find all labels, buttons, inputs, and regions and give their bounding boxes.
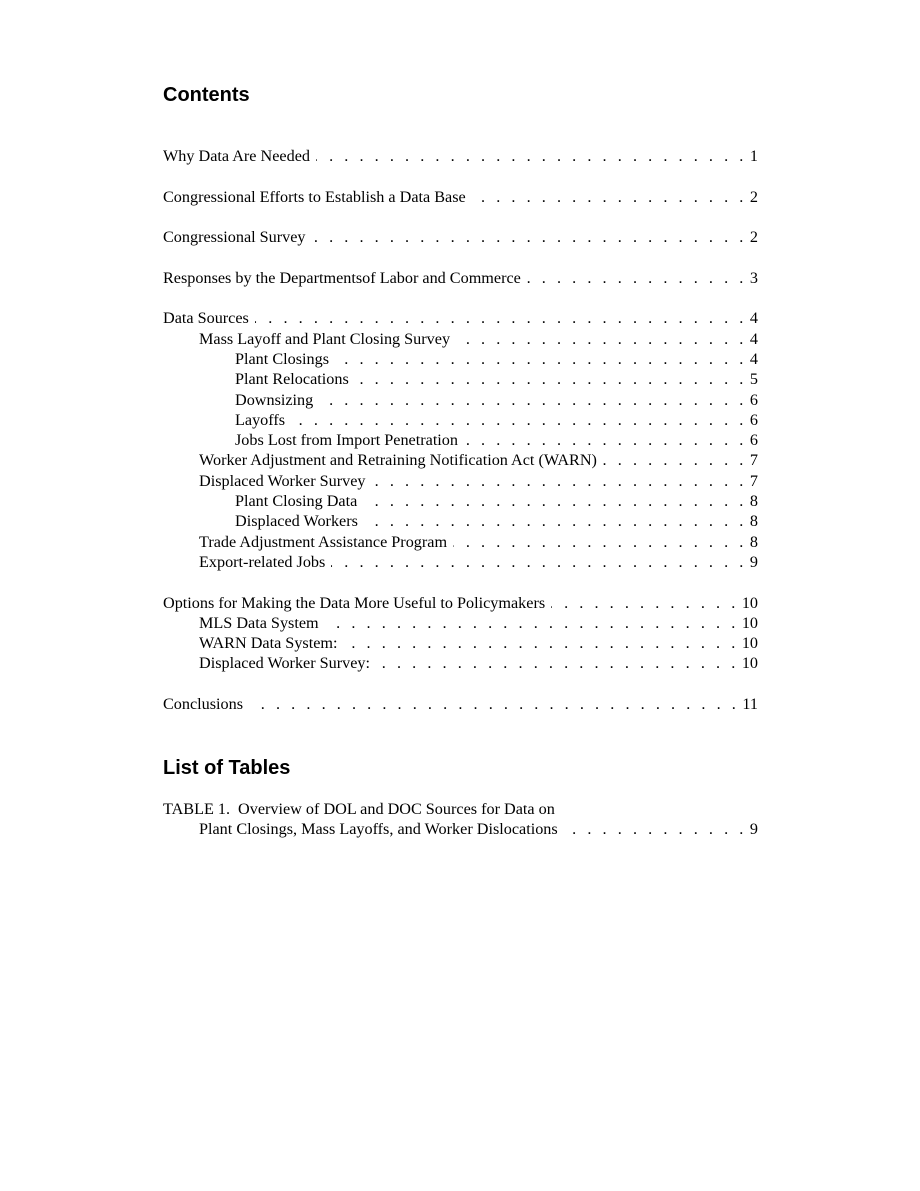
dot-leader xyxy=(564,819,747,839)
dot-leader xyxy=(363,491,747,511)
toc-entry[interactable] xyxy=(163,471,758,491)
toc-entry[interactable] xyxy=(163,653,758,673)
dot-leader xyxy=(316,146,747,166)
toc-entry-title: MLS Data System xyxy=(199,613,319,632)
toc-entry-title: Plant Closings xyxy=(235,349,329,368)
toc-entry-page: 4 xyxy=(749,349,758,368)
toc-entry[interactable] xyxy=(163,308,758,328)
toc-entry[interactable] xyxy=(163,329,758,349)
toc-entry-title: Data Sources xyxy=(163,309,249,328)
toc-entry-title: Layoffs xyxy=(235,410,286,429)
table-entry-page: 9 xyxy=(749,820,758,839)
dot-leader xyxy=(527,268,747,288)
toc-entry-page: 4 xyxy=(749,329,758,348)
toc-entry-page: 2 xyxy=(749,228,758,247)
toc-entry[interactable] xyxy=(163,450,758,470)
toc-entry-title: Export-related Jobs xyxy=(199,552,326,571)
dot-leader xyxy=(464,430,747,450)
toc-entry[interactable] xyxy=(163,491,758,511)
toc-entry[interactable] xyxy=(163,593,758,613)
toc-entry-page: 10 xyxy=(741,634,758,653)
dot-leader xyxy=(343,633,738,653)
toc-entry-page: 8 xyxy=(749,492,758,511)
toc-entry-title: Displaced Workers xyxy=(235,512,358,531)
toc-entry-page: 10 xyxy=(741,654,758,673)
toc-entry[interactable] xyxy=(163,268,758,288)
dot-leader xyxy=(364,511,747,531)
toc-entry-page: 8 xyxy=(749,532,758,551)
dot-leader xyxy=(376,653,739,673)
toc-entry-page: 9 xyxy=(749,552,758,571)
toc-entry-title: Responses by the Departmentsof Labor and Commerce xyxy=(163,268,521,287)
toc-entry-title: Worker Adjustment and Retraining Notification Act (WARN) xyxy=(199,451,597,470)
toc-entry[interactable] xyxy=(163,532,758,552)
toc-entry[interactable] xyxy=(163,349,758,369)
toc-entry[interactable] xyxy=(163,430,758,450)
dot-leader xyxy=(551,593,739,613)
toc-entry[interactable] xyxy=(163,369,758,389)
toc-entry-page: 6 xyxy=(749,410,758,429)
toc-entry-page: 2 xyxy=(749,187,758,206)
dot-leader xyxy=(453,532,747,552)
contents-heading: Contents xyxy=(163,84,250,106)
toc-entry-page: 7 xyxy=(749,471,758,490)
dot-leader xyxy=(291,410,747,430)
dot-leader xyxy=(325,613,739,633)
list-of-tables-heading: List of Tables xyxy=(163,757,291,779)
toc-entry[interactable] xyxy=(163,146,758,166)
dot-leader xyxy=(319,390,747,410)
toc-entry-page: 6 xyxy=(749,390,758,409)
table-entry-title-line1: Overview of DOL and DOC Sources for Data on xyxy=(238,800,555,818)
toc-entry[interactable] xyxy=(163,694,758,714)
dot-leader xyxy=(335,349,747,369)
toc-entry[interactable] xyxy=(163,410,758,430)
toc-entry-title: Plant Relocations xyxy=(235,370,349,389)
toc-entry-page: 5 xyxy=(749,370,758,389)
dot-leader xyxy=(603,450,747,470)
table-entry-title-line2: Plant Closings, Mass Layoffs, and Worker Dislocations xyxy=(199,820,558,839)
toc-entry-page: 4 xyxy=(749,309,758,328)
toc-entry[interactable] xyxy=(163,613,758,633)
dot-leader xyxy=(331,552,747,572)
table-list-entry[interactable] xyxy=(163,799,758,840)
dot-leader xyxy=(472,187,747,207)
table-entry-first-line xyxy=(163,799,758,819)
toc-entry-page: 1 xyxy=(749,147,758,165)
toc-entry-page: 11 xyxy=(742,695,758,714)
toc-entry-title: Plant Closing Data xyxy=(235,492,358,511)
table-of-contents xyxy=(163,146,758,714)
toc-entry[interactable] xyxy=(163,187,758,207)
table-entry-label: TABLE 1. xyxy=(163,800,231,818)
toc-entry-title: Displaced Worker Survey xyxy=(199,471,366,490)
toc-entry-title: WARN Data System: xyxy=(199,634,338,653)
toc-entry-title: Congressional Survey xyxy=(163,228,306,247)
toc-entry-page: 3 xyxy=(749,268,758,287)
dot-leader xyxy=(372,471,747,491)
toc-entry-page: 10 xyxy=(741,613,758,632)
toc-entry[interactable] xyxy=(163,227,758,247)
dot-leader xyxy=(355,369,747,389)
toc-entry-page: 7 xyxy=(749,451,758,470)
toc-entry-page: 6 xyxy=(749,431,758,450)
toc-entry[interactable] xyxy=(163,552,758,572)
toc-entry-title: Why Data Are Needed xyxy=(163,147,310,165)
dot-leader xyxy=(456,329,747,349)
dot-leader xyxy=(255,308,747,328)
toc-entry[interactable] xyxy=(163,390,758,410)
table-entry-second-line xyxy=(163,819,758,839)
toc-entry[interactable] xyxy=(163,511,758,531)
toc-entry-title: Displaced Worker Survey: xyxy=(199,654,371,673)
toc-entry-page: 8 xyxy=(749,512,758,531)
toc-entry-title: Downsizing xyxy=(235,390,314,409)
toc-entry-title: Congressional Efforts to Establish a Data Base xyxy=(163,187,466,206)
toc-entry-title: Conclusions xyxy=(163,695,244,714)
dot-leader xyxy=(249,694,739,714)
toc-entry[interactable] xyxy=(163,633,758,653)
toc-entry-title: Jobs Lost from Import Penetration xyxy=(235,431,458,450)
toc-entry-title: Mass Layoff and Plant Closing Survey xyxy=(199,329,451,348)
toc-entry-title: Trade Adjustment Assistance Program xyxy=(199,532,448,551)
toc-entry-page: 10 xyxy=(741,593,758,612)
toc-entry-title: Options for Making the Data More Useful to Policymakers xyxy=(163,593,546,612)
dot-leader xyxy=(312,227,747,247)
